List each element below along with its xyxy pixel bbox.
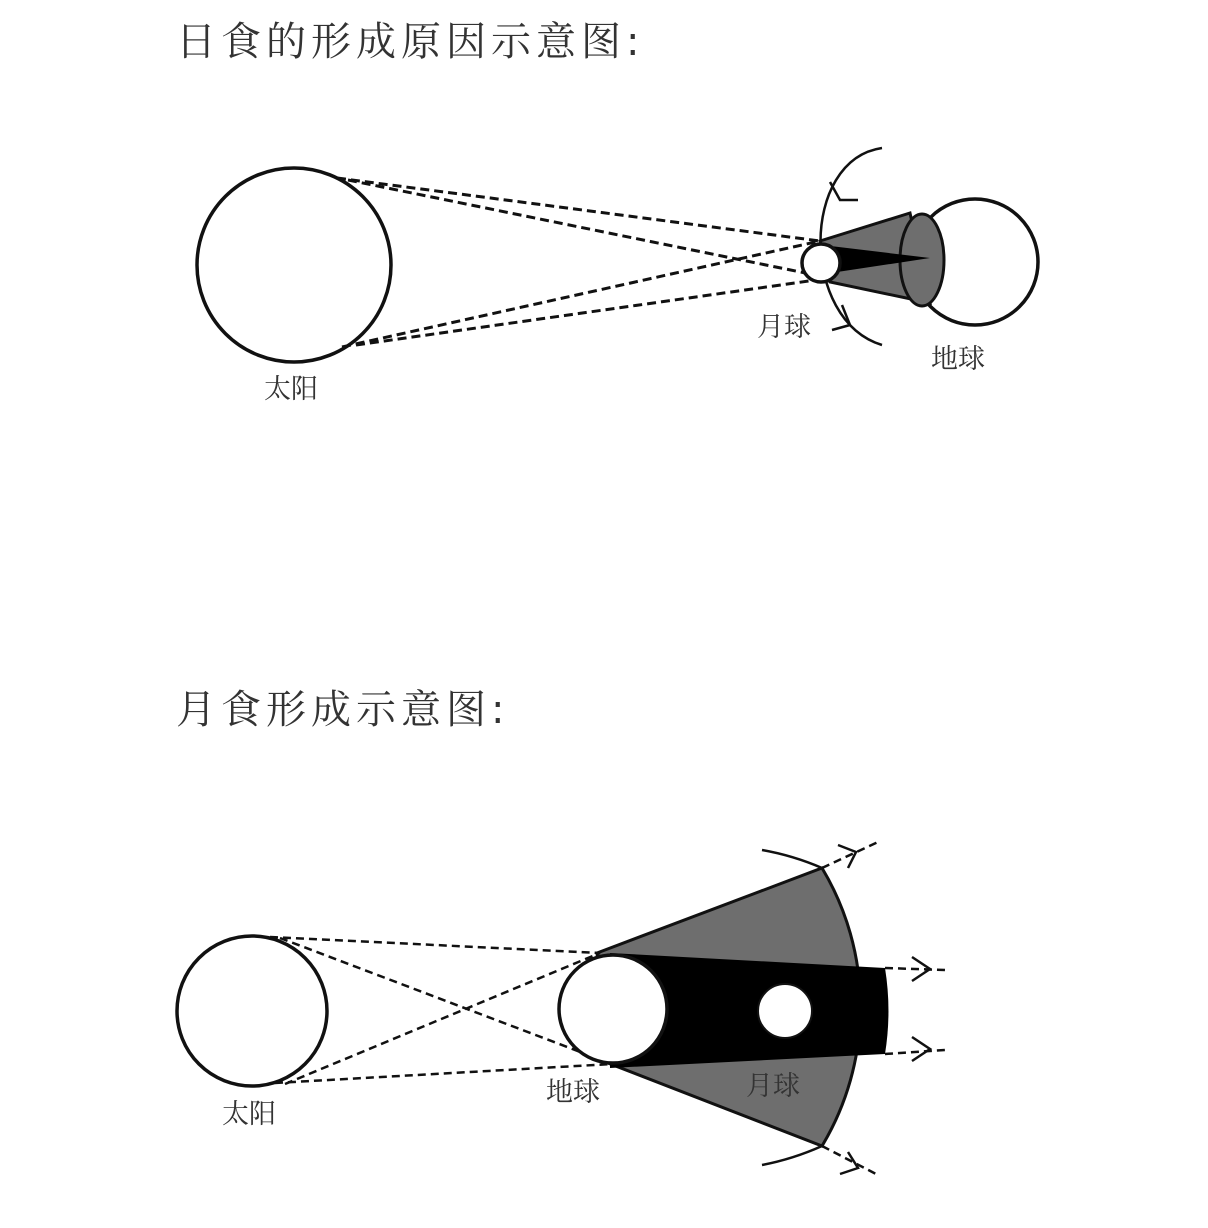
moon-label-solar: 月球 <box>757 312 811 343</box>
moon-circle-lunar <box>758 984 812 1038</box>
orbit-arrow-bottom-solar <box>832 305 850 330</box>
moon-circle-solar <box>802 244 840 282</box>
earth-label-lunar: 地球 <box>546 1077 600 1108</box>
earth-label-solar: 地球 <box>931 344 985 375</box>
solar-eclipse-title: 日食的形成原因示意图: <box>176 19 645 65</box>
earth-circle-lunar <box>559 955 667 1063</box>
sun-label-lunar: 太阳 <box>222 1099 276 1130</box>
solar-eclipse-diagram <box>197 148 1038 405</box>
lunar-eclipse-diagram <box>177 842 945 1175</box>
sun-circle-solar <box>197 168 391 362</box>
sun-label-solar: 太阳 <box>264 374 318 405</box>
sun-circle-lunar <box>177 936 327 1086</box>
lunar-eclipse-title: 月食形成示意图: <box>176 687 510 733</box>
moon-label-lunar: 月球 <box>746 1071 800 1102</box>
